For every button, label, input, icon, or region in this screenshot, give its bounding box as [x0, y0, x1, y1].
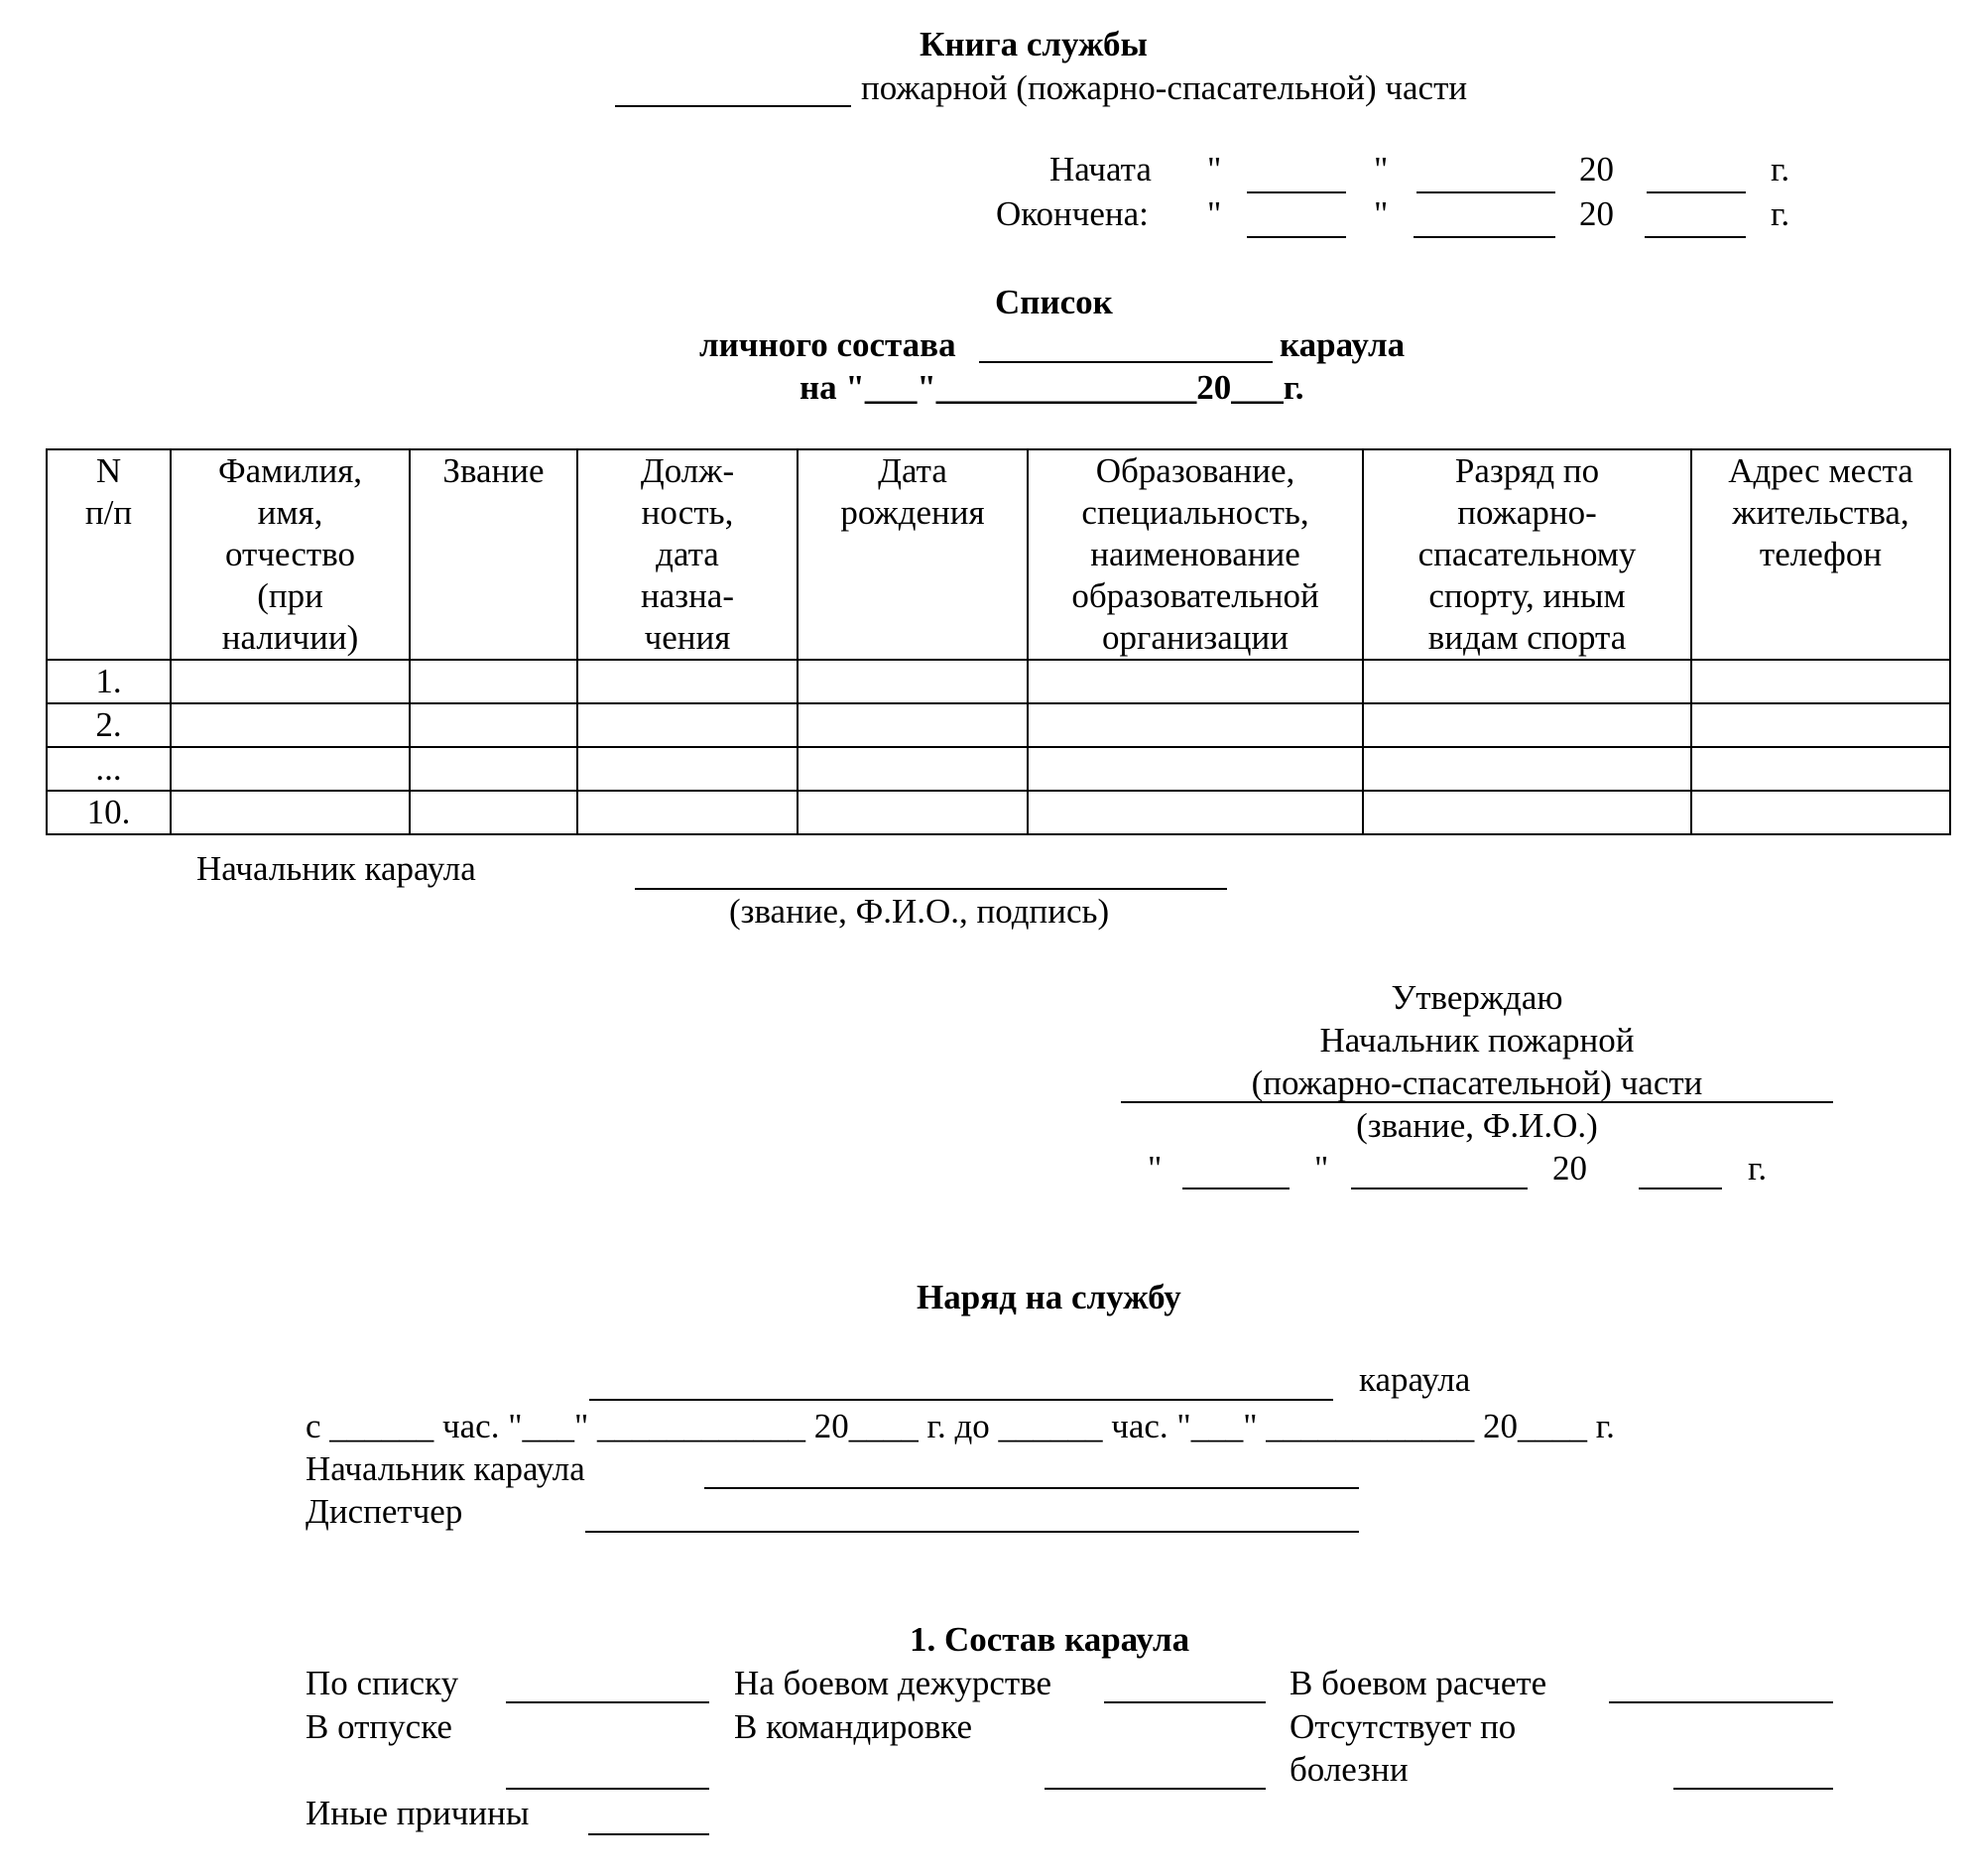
table-cell[interactable] [410, 747, 577, 791]
started-year-blank[interactable] [1647, 191, 1746, 193]
table-cell[interactable] [171, 703, 410, 747]
quote-close: " [1314, 1149, 1329, 1188]
approve-line2: (пожарно-спасательной) части [1251, 1063, 1703, 1102]
approver-blank[interactable] [1121, 1101, 1833, 1103]
approval-day-blank[interactable] [1182, 1188, 1290, 1189]
table-cell[interactable] [171, 660, 410, 703]
quote-open: " [1207, 194, 1222, 233]
approve-line1: Начальник пожарной [1319, 1021, 1635, 1060]
table-cell[interactable] [1028, 747, 1363, 791]
table-row [47, 660, 1950, 703]
col-rank-header: Звание [410, 449, 577, 660]
table-cell[interactable] [577, 660, 798, 703]
table-row [47, 791, 1950, 834]
row-number: 1. [47, 660, 171, 703]
table-row [47, 703, 1950, 747]
roster-title: Список [995, 283, 1113, 321]
table-cell[interactable] [1691, 703, 1950, 747]
book-title: Книга службы [920, 25, 1148, 63]
col-number-header: N п/п [47, 449, 171, 660]
col-position-header: Долж- ность, дата назна- чения [577, 449, 798, 660]
started-year-suffix: г. [1771, 150, 1790, 188]
table-cell[interactable] [1028, 703, 1363, 747]
started-label: Начата [1049, 150, 1152, 188]
other-reasons-label: Иные причины [306, 1794, 530, 1832]
ended-year-blank[interactable] [1645, 236, 1746, 238]
col-address-header: Адрес места жительства, телефон [1691, 449, 1950, 660]
duty-guard-label: караула [1359, 1360, 1471, 1399]
approval-year-blank[interactable] [1639, 1188, 1722, 1189]
row-number: ... [47, 747, 171, 791]
quote-close: " [1374, 150, 1389, 188]
ended-century: 20 [1579, 194, 1614, 233]
table-cell[interactable] [1028, 791, 1363, 834]
table-cell[interactable] [410, 791, 577, 834]
ended-label: Окончена: [996, 194, 1149, 233]
table-cell[interactable] [798, 703, 1028, 747]
chief-signature-label: Начальник караула [196, 849, 476, 888]
ended-day-blank[interactable] [1247, 236, 1346, 238]
col-birthdate-header: Дата рождения [798, 449, 1028, 660]
started-century: 20 [1579, 150, 1614, 188]
on-duty-blank[interactable] [1104, 1701, 1266, 1703]
other-reasons-blank[interactable] [588, 1833, 709, 1835]
approve-caption: (звание, Ф.И.О.) [1356, 1106, 1598, 1145]
col-education-header: Образование, специальность, наименование образовательной организации [1028, 449, 1363, 660]
started-day-blank[interactable] [1247, 191, 1346, 193]
row-number: 2. [47, 703, 171, 747]
ended-month-blank[interactable] [1414, 236, 1555, 238]
on-duty-label: На боевом дежурстве [734, 1664, 1052, 1702]
table-cell[interactable] [577, 703, 798, 747]
table-cell[interactable] [1028, 660, 1363, 703]
by-list-blank[interactable] [506, 1701, 709, 1703]
by-list-label: По списку [306, 1664, 459, 1702]
duty-chief-blank[interactable] [704, 1487, 1359, 1489]
duty-order-title: Наряд на службу [917, 1278, 1181, 1316]
table-cell[interactable] [410, 660, 577, 703]
sick-blank[interactable] [1673, 1788, 1833, 1790]
table-cell[interactable] [1691, 791, 1950, 834]
table-cell[interactable] [1691, 747, 1950, 791]
approval-month-blank[interactable] [1351, 1188, 1528, 1189]
table-cell[interactable] [577, 791, 798, 834]
roster-table [46, 448, 1951, 835]
table-cell[interactable] [1363, 703, 1691, 747]
table-cell[interactable] [798, 747, 1028, 791]
in-crew-blank[interactable] [1609, 1701, 1833, 1703]
book-subtitle: пожарной (пожарно-спасательной) части [861, 68, 1468, 107]
table-row [47, 747, 1950, 791]
on-trip-blank[interactable] [1045, 1788, 1266, 1790]
ended-year-suffix: г. [1771, 194, 1790, 233]
roster-date-line: на "___"_______________20___г. [800, 368, 1304, 407]
guard-name-blank[interactable] [589, 1399, 1333, 1401]
quote-open: " [1207, 150, 1222, 188]
roster-line1-right: караула [1280, 325, 1406, 364]
approval-year-suffix: г. [1748, 1149, 1768, 1188]
started-month-blank[interactable] [1416, 191, 1555, 193]
quote-open: " [1148, 1149, 1163, 1188]
col-name-header: Фамилия, имя, отчество (при наличии) [171, 449, 410, 660]
in-crew-label: В боевом расчете [1290, 1664, 1547, 1702]
duty-dispatcher-blank[interactable] [585, 1531, 1359, 1533]
unit-name-blank[interactable] [615, 105, 851, 107]
on-leave-label: В отпуске [306, 1707, 452, 1746]
duty-dispatcher-label: Диспетчер [306, 1492, 463, 1531]
table-cell[interactable] [1691, 660, 1950, 703]
table-cell[interactable] [798, 660, 1028, 703]
table-cell[interactable] [1363, 660, 1691, 703]
duty-period-line: с ______ час. "___" ____________ 20____ г. до ______ час. "___" ____________ 20____ г. [306, 1407, 1615, 1445]
quote-close: " [1374, 194, 1389, 233]
signature-caption: (звание, Ф.И.О., подпись) [729, 892, 1110, 931]
sick-label-2: болезни [1290, 1750, 1409, 1789]
approval-century: 20 [1552, 1149, 1587, 1188]
table-header-row [47, 449, 1950, 660]
table-cell[interactable] [1363, 791, 1691, 834]
approve-label: Утверждаю [1391, 978, 1563, 1017]
table-cell[interactable] [1363, 747, 1691, 791]
table-cell[interactable] [798, 791, 1028, 834]
on-leave-blank[interactable] [506, 1788, 709, 1790]
table-cell[interactable] [410, 703, 577, 747]
table-cell[interactable] [171, 791, 410, 834]
duty-chief-label: Начальник караула [306, 1449, 585, 1488]
table-cell[interactable] [171, 747, 410, 791]
sick-label-1: Отсутствует по [1290, 1707, 1517, 1746]
row-number: 10. [47, 791, 171, 834]
roster-line1-left: личного состава [699, 325, 956, 364]
chief-signature-blank[interactable] [635, 888, 1227, 890]
col-sport-rank-header: Разряд по пожарно- спасательному спорту, иным видам спорта [1363, 449, 1691, 660]
on-trip-label: В командировке [734, 1707, 973, 1746]
guard-name-blank[interactable] [979, 361, 1273, 363]
composition-title: 1. Состав караула [910, 1620, 1190, 1659]
table-cell[interactable] [577, 747, 798, 791]
